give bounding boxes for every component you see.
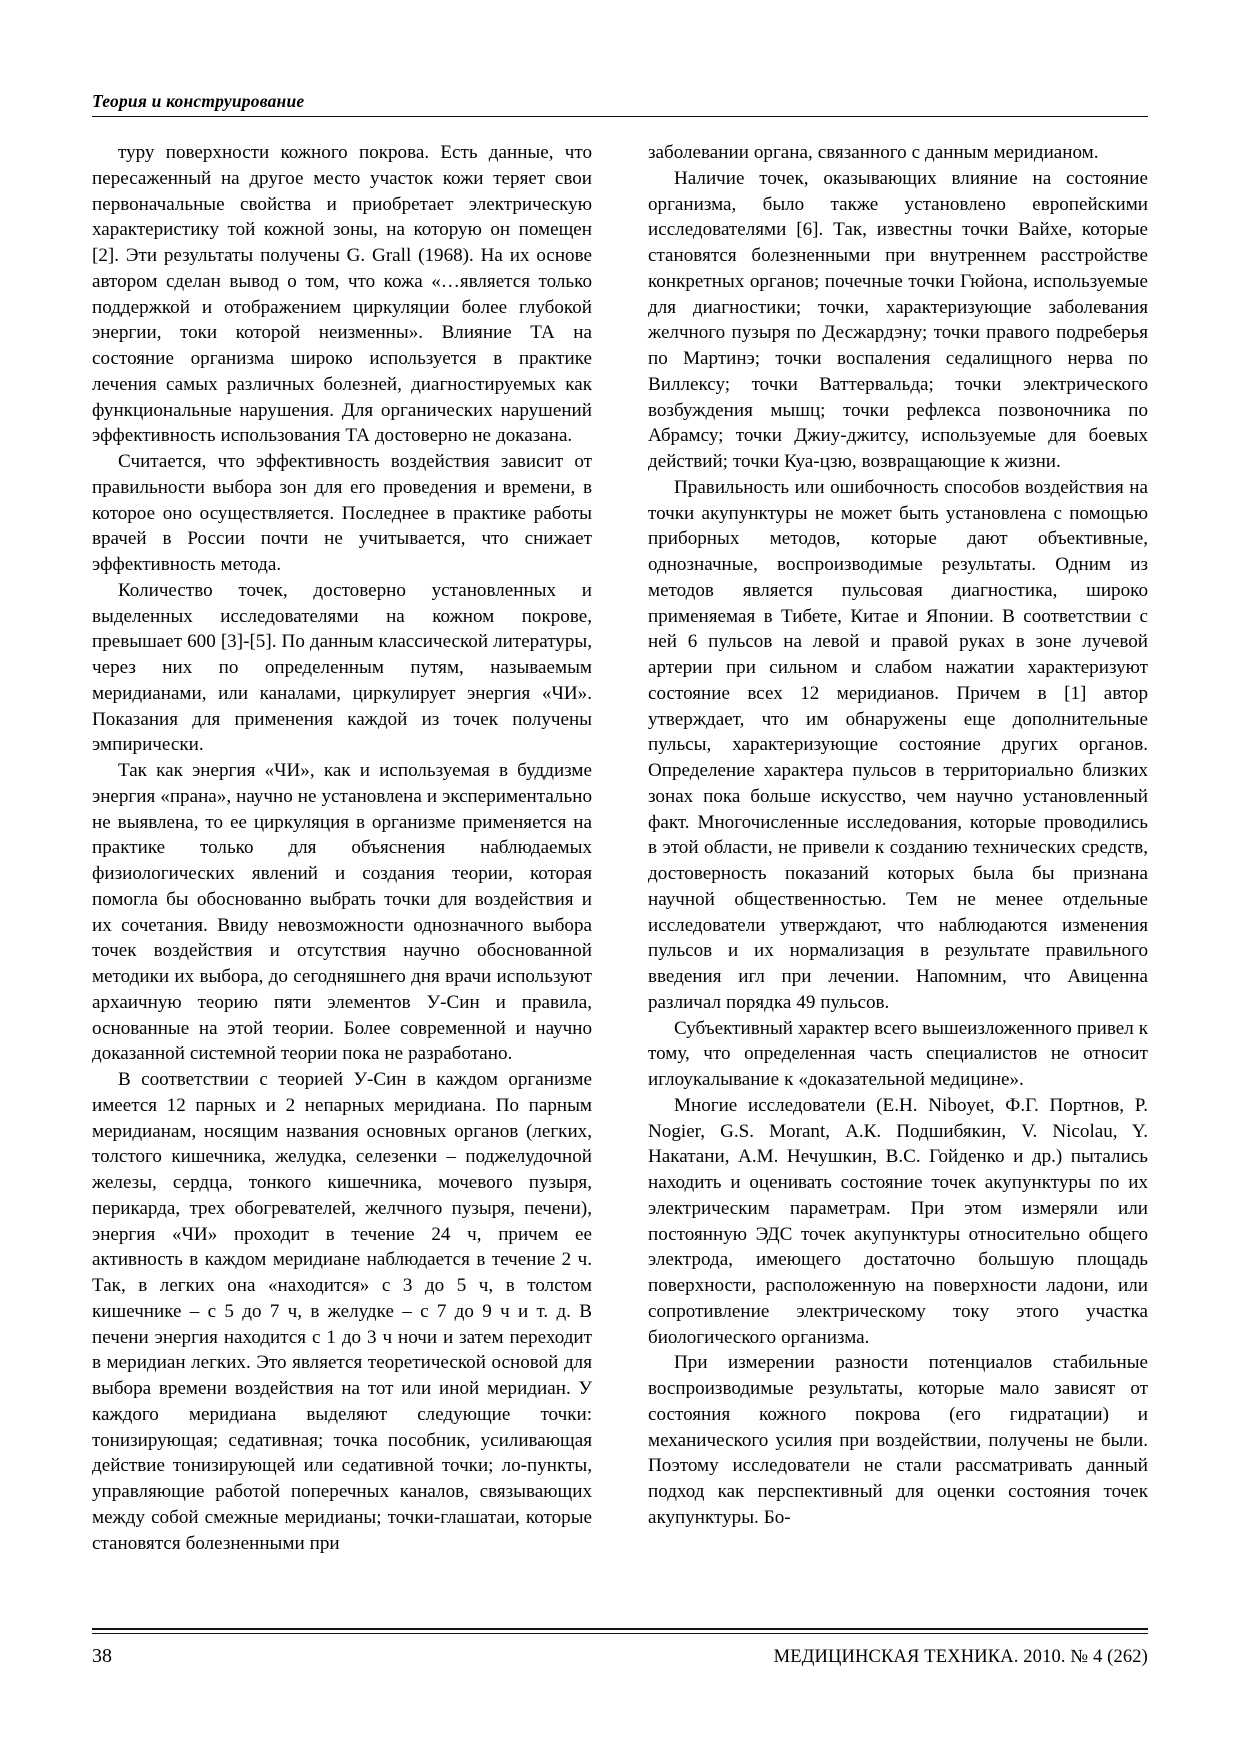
paragraph: Правильность или ошибочность способов воздействия на точки акупунктуры не может быть установлена с помощью приборных методов, которые дают объективные, однозначные, воспроизводимые результаты. Одним из методов является пульсовая диагностика, широко применяемая в Тибете, Китае и Японии. В соответствии с ней 6 пульсов на левой и правой руках в зоне лучевой артерии при сильном и слабом нажатии характеризуют состояние всех 12 меридианов. Причем в [1] автор утверждает, что им обнаружены еще дополнительные пульсы, характеризующие состояние других органов. Определение характера пульсов в территориально близких зонах пока больше искусство, чем научно установленный факт. Многочисленные исследования, которые проводились в этой области, не привели к созданию технических средств, достоверность показаний которых была бы признана научной общественностью. Тем не менее отдельные исследователи утверждают, что наблюдаются изменения пульсов и их нормализация в результате правильного введения игл при лечении. Напомним, что Авиценна различал порядка 49 пульсов. xyxy=(648,476,1148,1013)
paragraph: В соответствии с теорией У-Син в каждом организме имеется 12 парных и 2 непарных меридиана. По парным меридианам, носящим названия основных органов (легких, толстого кишечника, желудка, селезенки – поджелудочной железы, сердца, тонкого кишечника, мочевого пузыря, перикарда, трех обогревателей, желчного пузыря, печени), энергия «ЧИ» проходит в течение 24 ч, причем ее активность в каждом меридиане наблюдается в течение 2 ч. Так, в легких она «находится» с 3 до 5 ч, в толстом кишечнике – с 5 до 7 ч, в желудке – с 7 до 9 ч и т. д. В печени энергия находится с 1 до 3 ч ночи и затем переходит в меридиан легких. Это является теоретической основой для выбора времени воздействия на тот или иной меридиан. У каждого меридиана выделяют следующие точки: тонизирующая; седативная; точка пособник, усиливающая действие тонизирующей или седативной точки; ло-пункты, управляющие работой поперечных каналов, связывающих между собой смежные меридианы; точки-глашатаи, которые становятся болезненными при xyxy=(92,1069,592,1554)
paragraph: заболевании органа, связанного с данным меридианом. xyxy=(648,142,1099,163)
page-number: 38 xyxy=(92,1645,112,1667)
page-footer xyxy=(92,1644,1148,1668)
left-column xyxy=(92,140,592,1556)
body-columns xyxy=(92,140,1148,1595)
footer-rule xyxy=(92,1628,1148,1634)
paragraph: Считается, что эффективность воздействия зависит от правильности выбора зон для его проведения и времени, в которое оно осуществляется. Последнее в практике работы врачей в России почти не учитывается, что снижает эффективность метода. xyxy=(92,451,592,575)
footer-rule-thick xyxy=(92,1628,1148,1630)
paragraph: При измерении разности потенциалов стабильные воспроизводимые результаты, которые мало зависят от состояния кожного покрова (его гидратации) и механического усилия при воздействии, получены не были. Поэтому исследователи не стали рассматривать данный подход как перспективный для оценки состояния точек акупунктуры. Бо- xyxy=(648,1352,1148,1528)
footer-rule-thin xyxy=(92,1633,1148,1634)
paragraph: Так как энергия «ЧИ», как и используемая в буддизме энергия «прана», научно не установлена и экспериментально не выявлена, то ее циркуляция в организме применяется на практике только для объяснения наблюдаемых физиологических явлений и создания теории, которая помогла бы обоснованно выбрать точки для воздействия и их сочетания. Ввиду невозможности однозначного выбора точек воздействия и отсутствия научно обоснованной методики их выбора, до сегодняшнего дня врачи используют архаичную теорию пяти элементов У-Син и правила, основанные на этой теории. Более современной и научно доказанной системной теории пока не разработано. xyxy=(92,760,592,1065)
right-column xyxy=(648,140,1148,1531)
journal-citation: МЕДИЦИНСКАЯ ТЕХНИКА. 2010. № 4 (262) xyxy=(773,1647,1148,1667)
paragraph: Наличие точек, оказывающих влияние на состояние организма, было также установлено европейскими исследователями [6]. Так, известны точки Вайхе, которые становятся болезненными при внутреннем расстройстве конкретных органов; почечные точки Гюйона, используемые для диагностики; точки, характеризующие заболевания желчного пузыря по Десжардэну; точки правого подреберья по Мартинэ; точки воспаления седалищного нерва по Виллексу; точки Ваттервальда; точки электрического возбуждения мышц; точки рефлекса позвоночника по Абрамсу; точки Джиу-джитсу, используемые для боевых действий; точки Куа-цзю, возвращающие к жизни. xyxy=(648,167,1148,472)
running-head xyxy=(92,92,1148,117)
running-head-title: Теория и конструирование xyxy=(92,91,305,111)
paragraph: Многие исследователи (E.H. Niboyet, Ф.Г. Портнов, P. Nogier, G.S. Morant, А.К. Подшибякин, V. Nicolau, Y. Накатани, А.М. Нечушкин, В.С. Гойденко и др.) пытались находить и оценивать состояние точек акупунктуры по их электрическим параметрам. При этом измеряли или постоянную ЭДС точек акупунктуры относительно общего электрода, имеющего достаточно большую площадь поверхности, расположенную на поверхности ладони, или сопротивление электрическому току этого участка биологического организма. xyxy=(648,1094,1148,1348)
paragraph: Количество точек, достоверно установленных и выделенных исследователями на кожном покрове, превышает 600 [3]-[5]. По данным классической литературы, через них по определенным путям, называемым меридианами, или каналами, циркулирует энергия «ЧИ». Показания для применения каждой из точек получены эмпирически. xyxy=(92,579,592,756)
paragraph: туру поверхности кожного покрова. Есть данные, что пересаженный на другое место участок кожи теряет свои первоначальные свойства и приобретает электрическую характеристику той кожной зоны, на которую он помещен [2]. Эти результаты получены G. Grall (1968). На их основе автором сделан вывод о том, что кожа «…является только поддержкой и отображением циркуляции более глубокой энергии, токи которой неизменны». Влияние ТА на состояние организма широко используется в практике лечения самых различных болезней, диагностируемых как функциональные нарушения. Для органических нарушений эффективность использования ТА достоверно не доказана. xyxy=(92,142,592,447)
running-head-rule xyxy=(92,116,1148,117)
paragraph: Субъективный характер всего вышеизложенного привел к тому, что определенная часть специалистов не относит иглоукалывание к «доказательной медицине». xyxy=(648,1017,1148,1090)
